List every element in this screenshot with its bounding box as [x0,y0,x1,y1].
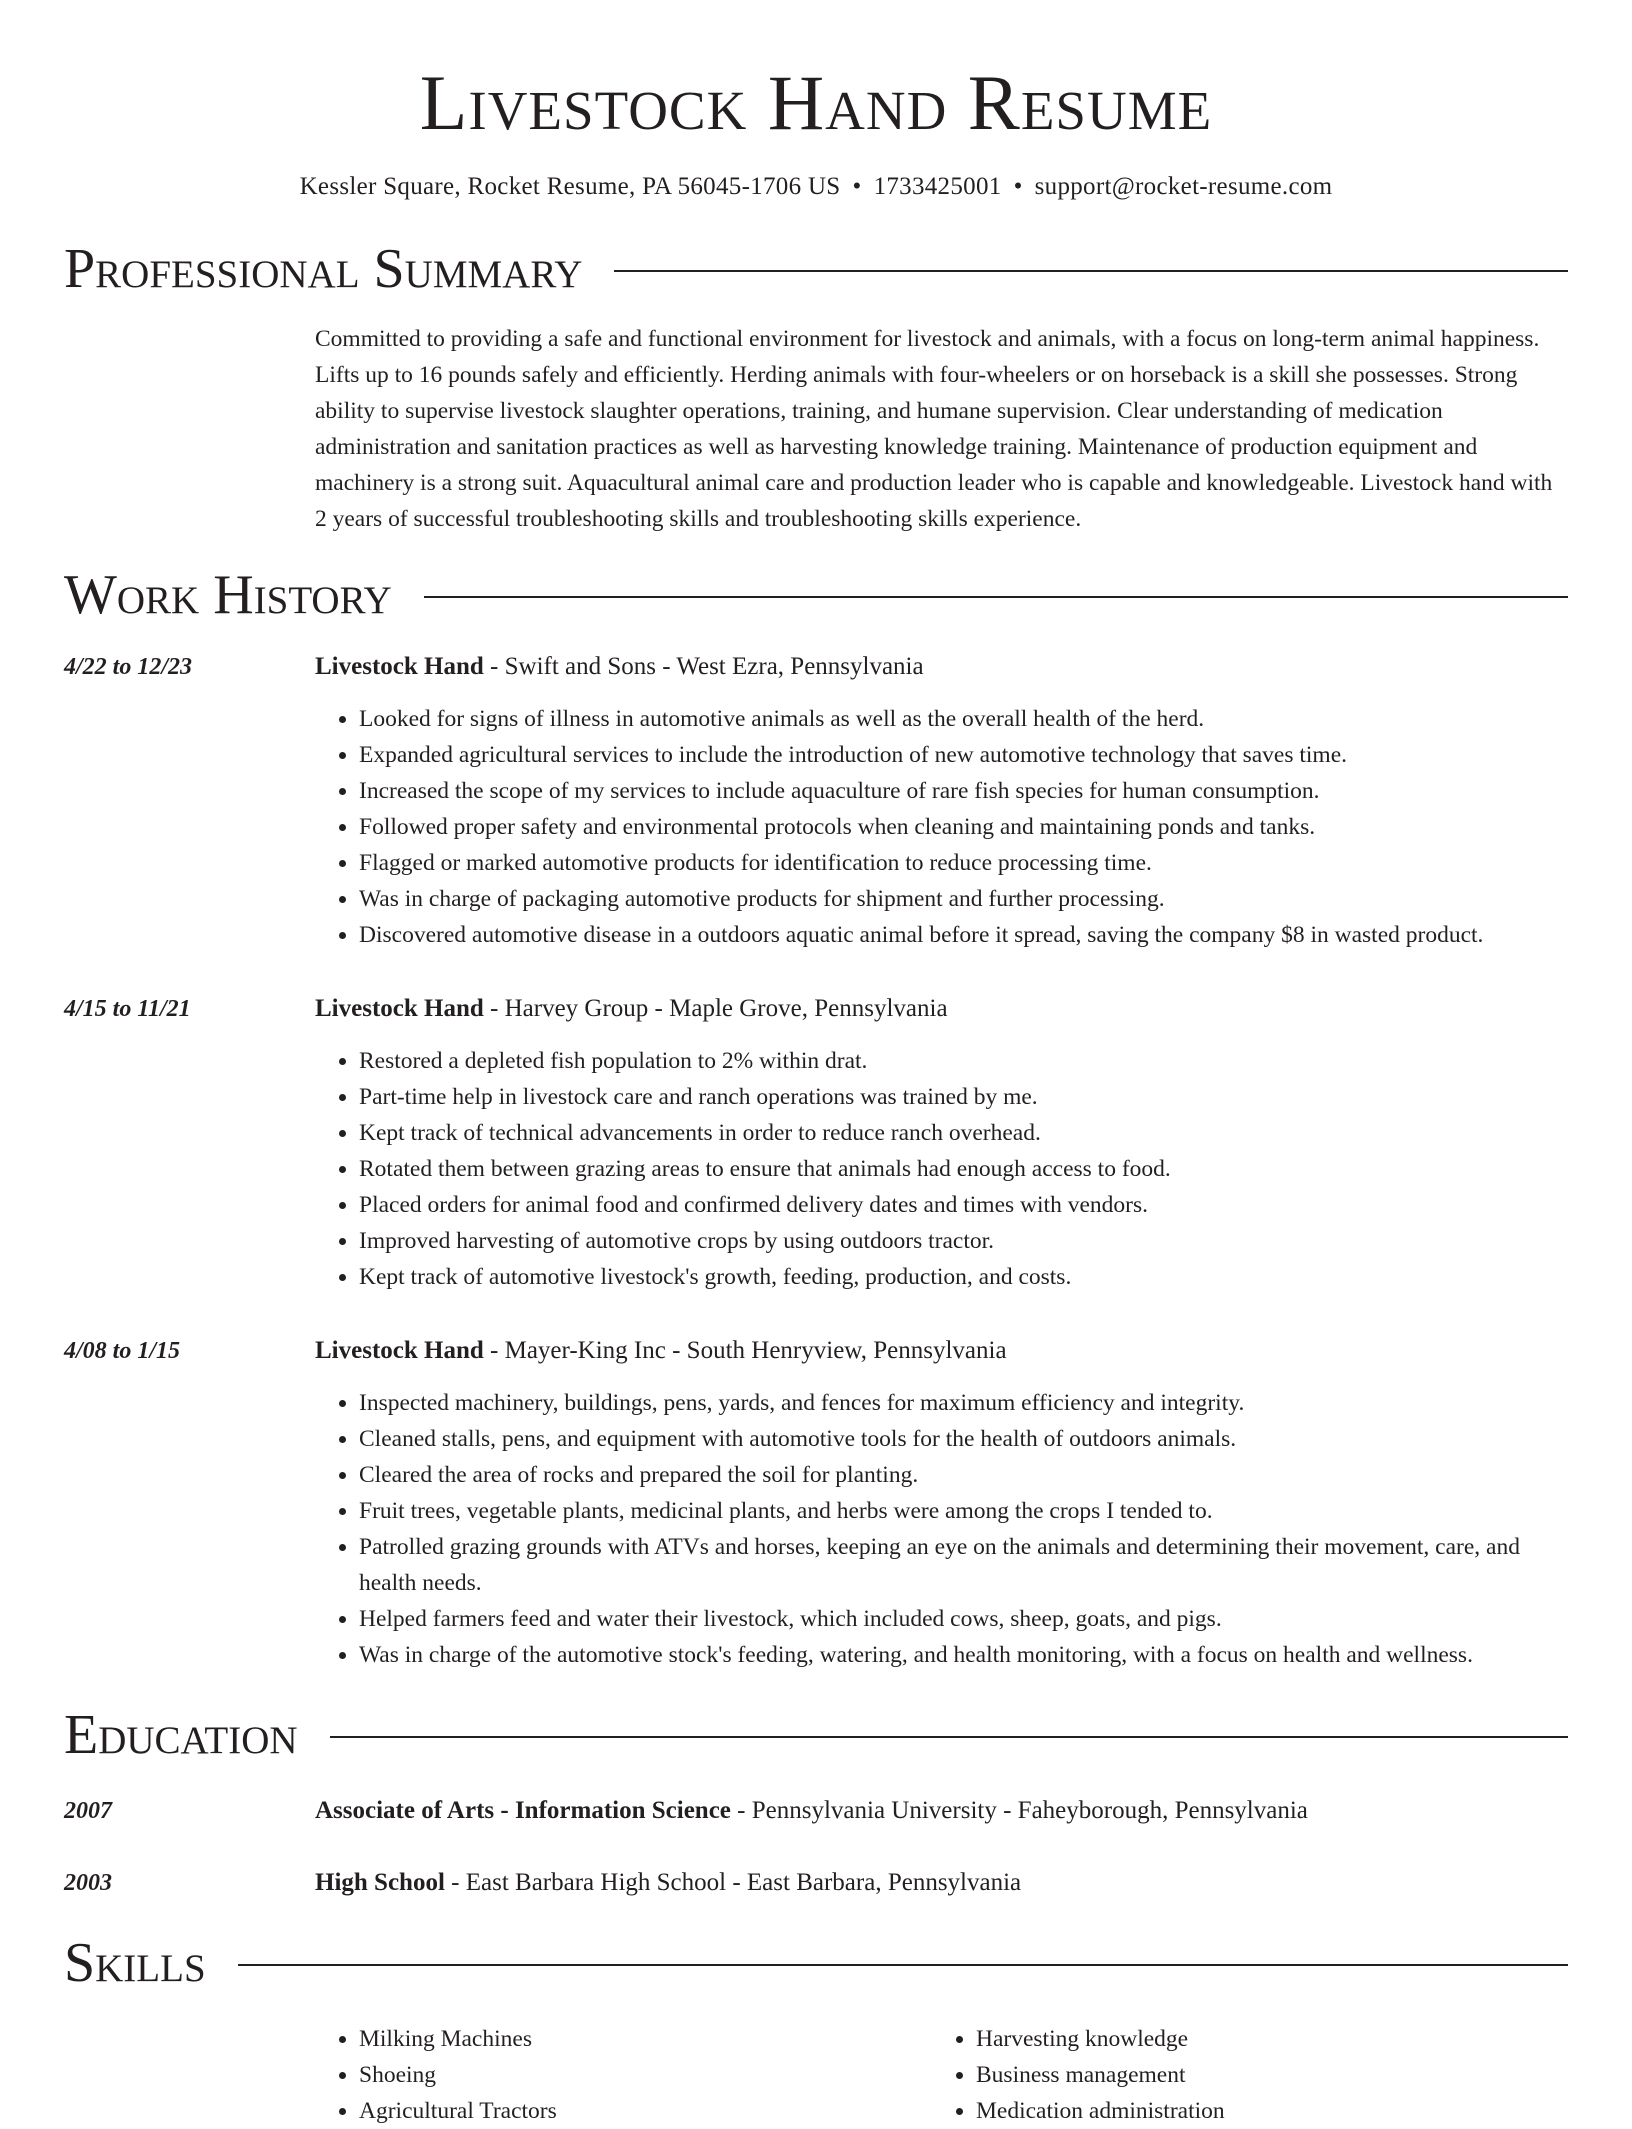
job-body [315,649,1568,953]
job-employer: - Mayer-King Inc - South Henryview, Pennsylvania [483,1337,1007,1364]
section-rule [424,596,1568,598]
section-header-summary [64,237,1568,301]
resume-title: Livestock Hand Resume [419,59,1213,146]
education-degree: Associate of Arts - Information Science [315,1797,731,1824]
list-item: • Improved harvesting of automotive crops by using outdoors tractor. [359,1223,1568,1259]
list-item: • Restored a depleted fish population to 2% within drat. [359,1043,1568,1079]
list-item: • Discovered automotive disease in a outdoors aquatic animal before it spread, saving the company $8 in wasted product. [359,917,1568,953]
job-bullets [315,1043,1568,1295]
job-title: Livestock Hand [315,995,484,1022]
job-title: Livestock Hand [315,653,484,680]
skill-item: • Harvesting knowledge [976,2021,1549,2057]
education-entry [64,1865,1568,1901]
education-line [315,1793,1568,1829]
list-item: • Was in charge of the automotive stock's feeding, watering, and health monitoring, with a focus on health and wellness. [359,1637,1568,1673]
job-title-line [315,1333,1568,1369]
job-title-line [315,649,1568,685]
skill-item: • Medication administration [976,2093,1549,2129]
job-employer: - Swift and Sons - West Ezra, Pennsylvania [483,653,924,680]
list-item: • Placed orders for animal food and confirmed delivery dates and times with vendors. [359,1187,1568,1223]
education-year: 2007 [64,1798,112,1824]
job-bullets [315,701,1568,953]
list-item: • Inspected machinery, buildings, pens, yards, and fences for maximum efficiency and integrity. [359,1385,1568,1421]
section-header-work [64,563,1568,627]
skill-item: • Shoeing [359,2057,932,2093]
email: support@rocket-resume.com [1034,173,1333,200]
education-school: - East Barbara High School - East Barbara, Pennsylvania [444,1869,1022,1896]
education-body [315,1865,1568,1901]
contact-line [64,171,1568,203]
education-body [315,1793,1568,1829]
education-degree: High School [315,1869,445,1896]
list-item: • Fruit trees, vegetable plants, medicinal plants, and herbs were among the crops I tended to. [359,1493,1568,1529]
list-item: • Flagged or marked automotive products for identification to reduce processing time. [359,845,1568,881]
list-item: • Kept track of technical advancements in order to reduce ranch overhead. [359,1115,1568,1151]
section-title-skills: Skills [64,1932,206,1994]
job-entry [64,1333,1568,1673]
phone: 1733425001 [873,173,1002,200]
job-dates: 4/22 to 12/23 [64,654,193,680]
skill-item: • Agricultural Tractors [359,2093,932,2129]
job-title: Livestock Hand [315,1337,484,1364]
skill-item: • Business management [976,2057,1549,2093]
list-item: • Expanded agricultural services to include the introduction of new automotive technology that saves time. [359,737,1568,773]
list-item: • Followed proper safety and environmental protocols when cleaning and maintaining ponds and tanks. [359,809,1568,845]
skills-column-left [315,2021,932,2129]
section-title-work: Work History [64,564,392,626]
list-item: • Was in charge of packaging automotive products for shipment and further processing. [359,881,1568,917]
job-body [315,991,1568,1295]
job-employer: - Harvey Group - Maple Grove, Pennsylvania [483,995,948,1022]
list-item: • Cleared the area of rocks and prepared the soil for planting. [359,1457,1568,1493]
list-item: • Part-time help in livestock care and ranch operations was trained by me. [359,1079,1568,1115]
education-line [315,1865,1568,1901]
section-rule [238,1964,1568,1966]
list-item: • Increased the scope of my services to include aquaculture of rare fish species for human consumption. [359,773,1568,809]
skills-grid [315,2021,1568,2129]
job-dates: 4/08 to 1/15 [64,1338,181,1364]
job-entry [64,991,1568,1295]
section-title-education: Education [64,1704,298,1766]
address: Kessler Square, Rocket Resume, PA 56045-1706 US [299,173,841,200]
section-rule [330,1736,1568,1738]
job-body [315,1333,1568,1673]
education-year: 2003 [64,1870,112,1896]
contact-separator: • [1013,173,1023,200]
section-header-skills [64,1931,1568,1995]
list-item: • Patrolled grazing grounds with ATVs and horses, keeping an eye on the animals and determining their movement, care, and health needs. [359,1529,1568,1601]
job-bullets [315,1385,1568,1673]
job-dates: 4/15 to 11/21 [64,996,191,1022]
skills-column-right [932,2021,1549,2129]
education-school: - Pennsylvania University - Faheyborough, Pennsylvania [730,1797,1308,1824]
skill-item: • Milking Machines [359,2021,932,2057]
job-entry [64,649,1568,953]
list-item: • Looked for signs of illness in automotive animals as well as the overall health of the herd. [359,701,1568,737]
list-item: • Cleaned stalls, pens, and equipment with automotive tools for the health of outdoors animals. [359,1421,1568,1457]
education-entry [64,1793,1568,1829]
summary-text: Committed to providing a safe and functional environment for livestock and animals, with a focus on long-term animal happiness. Lifts up to 16 pounds safely and efficiently. Herding animals with four-wheelers or on horseback is a skill she possesses. Strong ability to supervise livestock slaughter operations, training, and humane supervision. Clear understanding of medication administration and sanitation practices as well as harvesting knowledge training. Maintenance of production equipment and machinery is a strong suit. Aquacultural animal care and production leader who is capable and knowledgeable. Livestock hand with 2 years of successful troubleshooting skills and troubleshooting skills experience. [315,326,1553,532]
list-item: • Kept track of automotive livestock's growth, feeding, production, and costs. [359,1259,1568,1295]
section-header-education [64,1703,1568,1767]
section-rule [614,270,1568,272]
list-item: • Rotated them between grazing areas to ensure that animals had enough access to food. [359,1151,1568,1187]
contact-separator: • [852,173,862,200]
resume-page [64,0,1568,2129]
section-title-summary: Professional Summary [64,238,583,300]
list-item: • Helped farmers feed and water their livestock, which included cows, sheep, goats, and pigs. [359,1601,1568,1637]
job-title-line [315,991,1568,1027]
